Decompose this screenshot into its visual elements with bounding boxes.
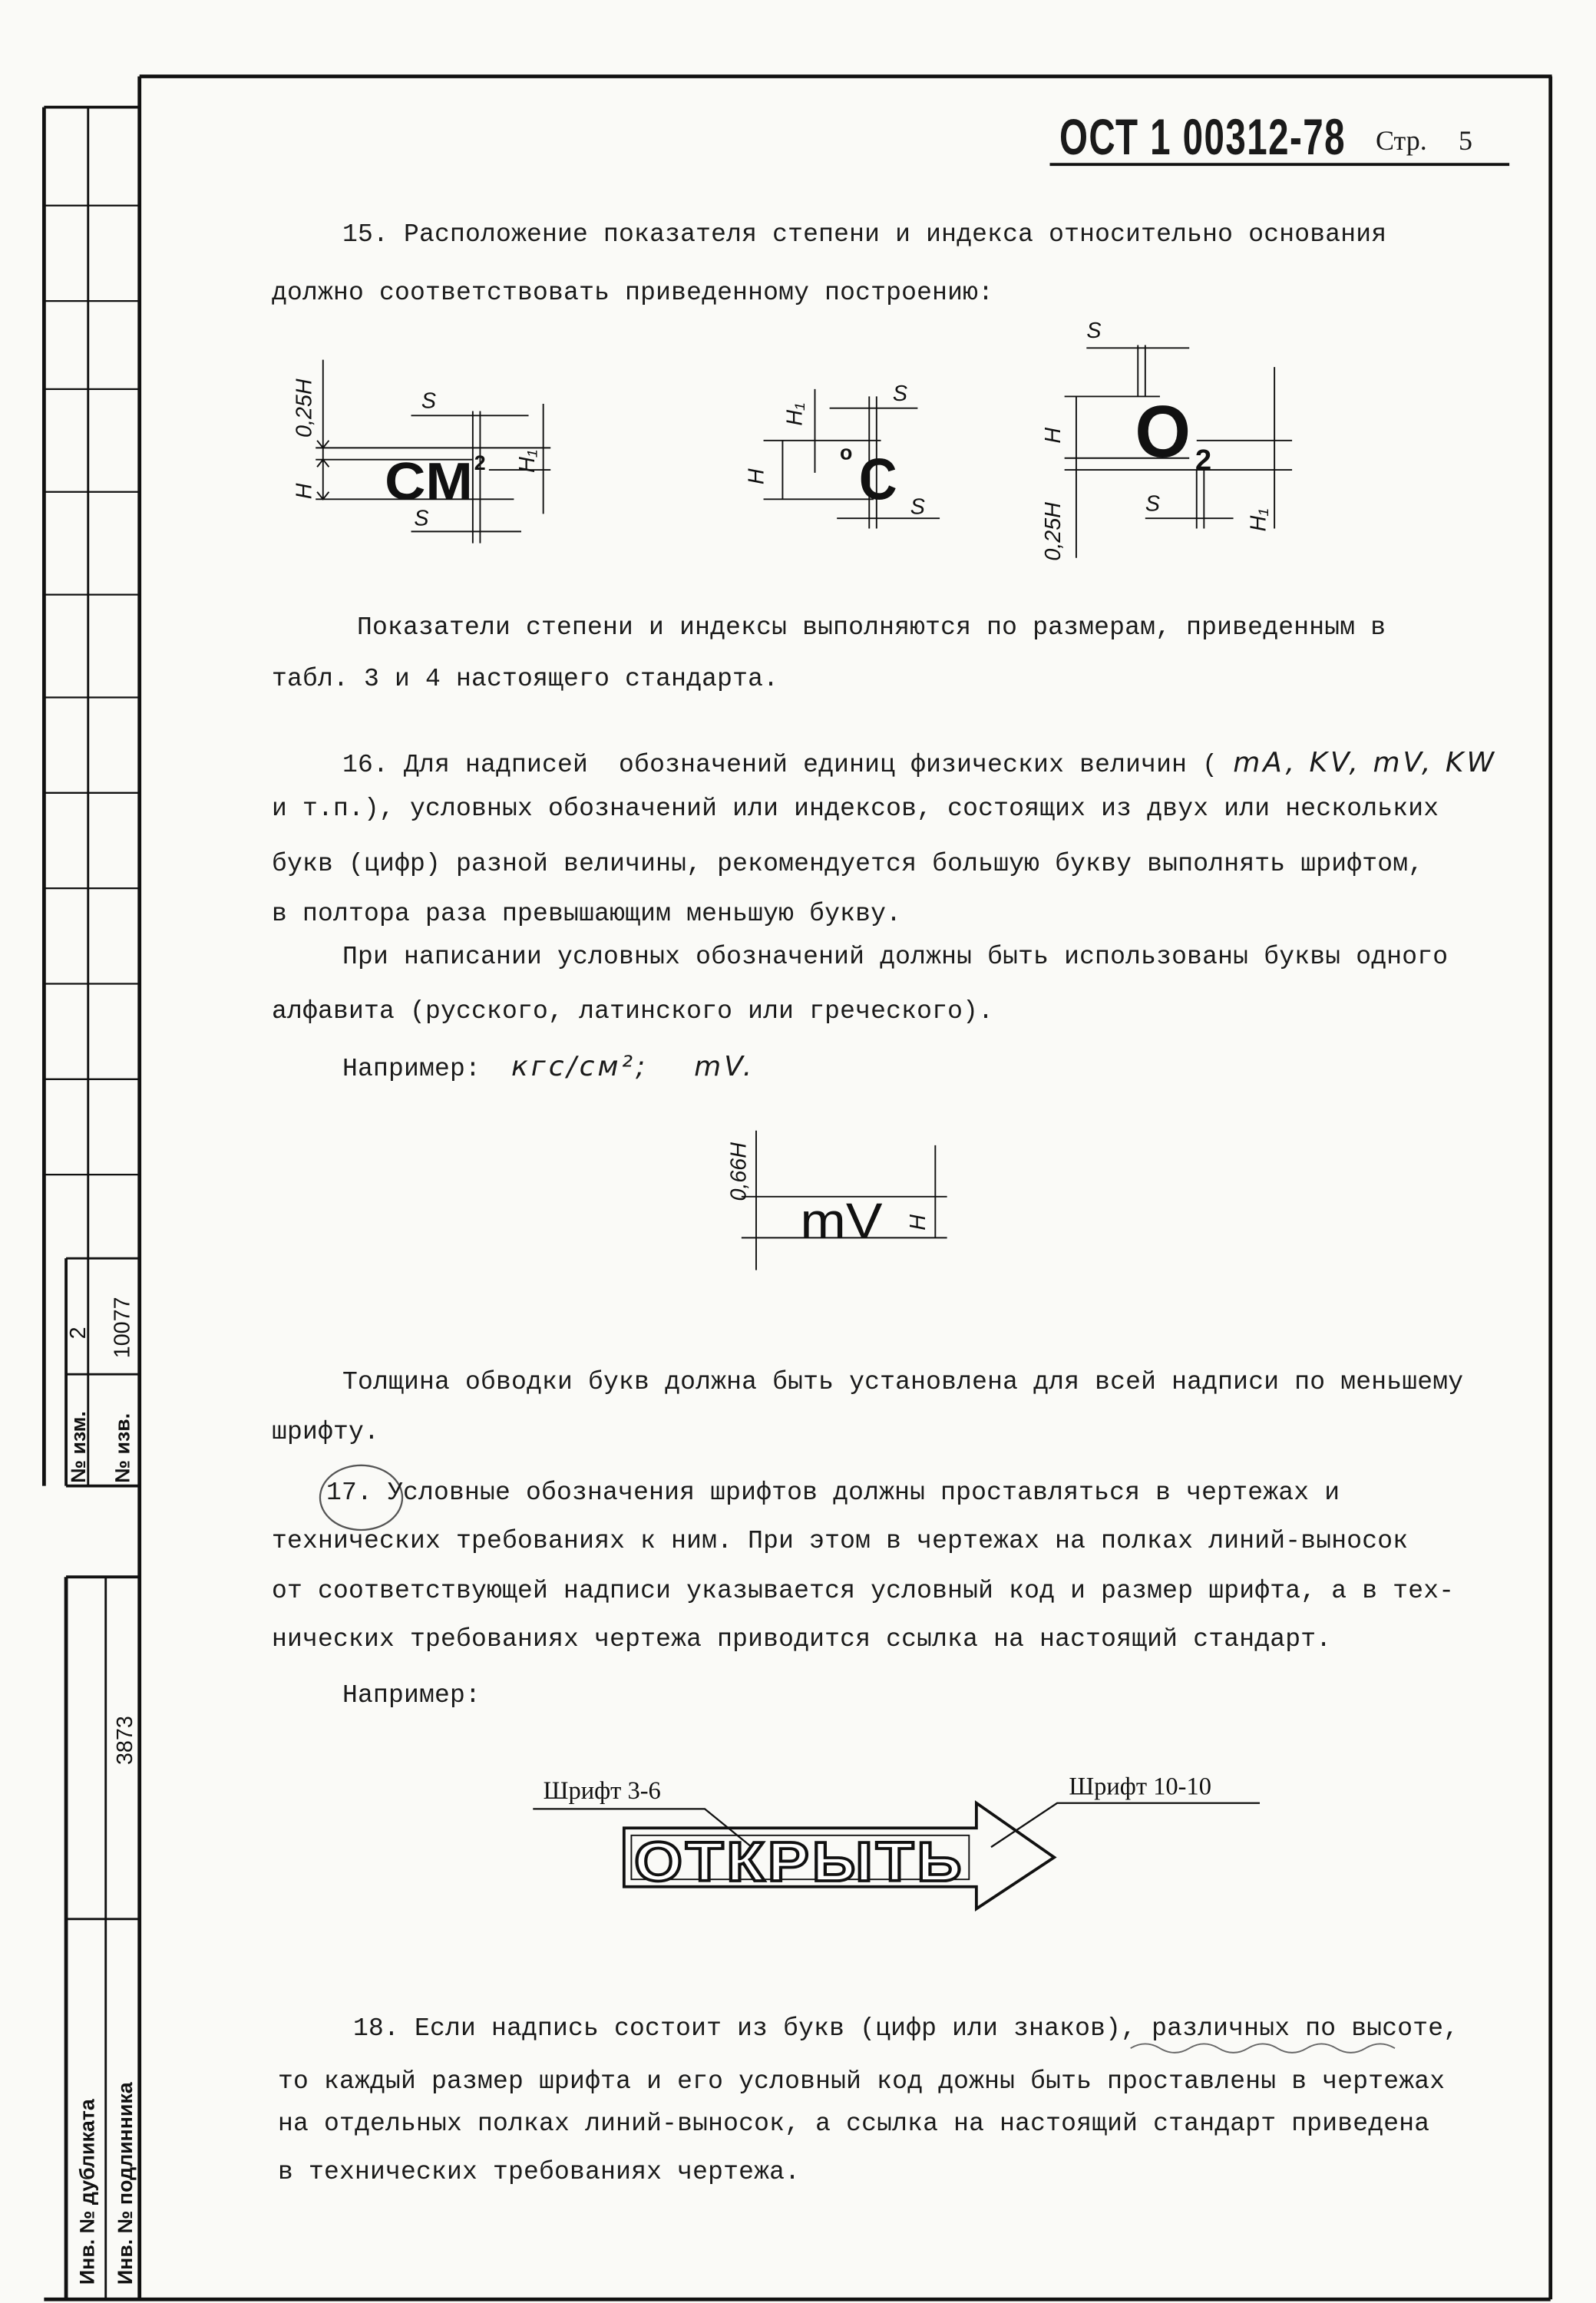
sample-base-o: O [1135,390,1191,473]
label-h: H [292,483,317,500]
paragraph-16-line [342,748,1497,781]
paragraph-16-line: в полтора раза превышающим меньшую букву. [272,900,902,928]
label-h1: H₁ [782,402,808,426]
inv-original-label: Инв. № подлинника [114,2082,137,2285]
paragraph-18-line: 18. Если надпись состоит из букв (цифр или знаков), различных по высоте, [353,2014,1459,2043]
sample-mv: mV [800,1192,884,1249]
page-number: 5 [1459,125,1472,156]
paragraph-16-line: букв (цифр) разной величины, рекомендуется большую букву выполнять шрифтом, [272,850,1424,878]
unit-examples: mA, KV, mV, KW [1233,747,1498,778]
notice-no-label: № изв. [111,1413,134,1483]
diagram-subscript-o2 [1041,319,1292,561]
label-025h: 0,25H [1040,502,1066,561]
sign-example [533,1773,1260,1908]
label-s: S [1086,318,1102,343]
inv-duplicate-label: Инв. № дубликата [75,2099,99,2285]
font-label-large: Шрифт 10-10 [1069,1773,1212,1801]
label-h1: H₁ [1246,508,1271,532]
document-code: ОСТ 1 00312-78 [1059,108,1346,165]
label-s: S [910,494,925,520]
change-no-value: 2 [65,1327,91,1340]
paragraph-17-line: технических требованиях к ним. При этом в чертежах на полках линий-выносок [272,1527,1409,1555]
paragraph-18-line: то каждый размер шрифта и его условный код дожны быть проставлены в чертежах [278,2067,1446,2096]
sample-subscript: 2 [1195,444,1212,477]
example-line [342,1052,755,1085]
sample-base-c: C [858,447,897,513]
handwritten-wavy-underline [1131,2044,1395,2052]
paragraph-17-line: нических требованиях чертежа приводится ссылка на настоящий стандарт. [272,1625,1332,1654]
sidebar-stamp [66,1297,137,2285]
sample-degree: о [840,441,853,464]
page-label: Стр. [1376,125,1427,156]
label-s: S [421,388,437,414]
paragraph-17-line: 17. Условные обозначения шрифтов должны проставляться в чертежах и [326,1479,1340,1507]
label-h: H [1040,427,1066,444]
paragraph-thickness-line: Толщина обводки букв должна быть установлена для всей надписи по меньшему [342,1368,1464,1396]
label-025h: 0,25H [292,378,317,438]
diagram-superscript-cm2 [292,360,550,544]
example-unit-mv: mV. [694,1051,755,1082]
paragraph-16b-line: алфавита (русского, латинского или греческого). [272,997,994,1026]
paragraph-18-line: в технических требованиях чертежа. [278,2158,801,2186]
diagram-mv [727,1131,947,1270]
label-h: H [744,468,769,485]
sample-superscript: 2 [474,451,486,475]
example-label: Например: [342,1055,481,1083]
diagram-degree-c [745,382,940,528]
paragraph-16-text: 16. Для надписей обозначений единиц физических величин ( [342,751,1218,779]
paragraph-16b-line: При написании условных обозначений должны быть использованы буквы одного [342,943,1449,971]
paragraph-15b-line: Показатели степени и индексы выполняются по размерам, приведенным в [357,613,1386,642]
example-unit-kgs: кгс/см²; [511,1051,649,1082]
example-label: Например: [342,1681,481,1710]
sample-base-cm: CM [385,451,473,511]
notice-no-value: 10077 [110,1297,135,1359]
paragraph-17-line: от соответствующей надписи указывается условный код и размер шрифта, а в тех- [272,1577,1455,1605]
change-no-label: № изм. [66,1411,90,1483]
paragraph-15-line: 15. Расположение показателя степени и индекса относительно основания [342,220,1387,249]
paragraph-15b-line: табл. 3 и 4 настоящего стандарта. [272,665,779,693]
font-label-small: Шрифт 3-6 [543,1777,661,1806]
paragraph-18-line: на отдельных полках линий-выносок, а ссылка на настоящий стандарт приведена [278,2110,1430,2138]
label-h1: H₁ [515,450,540,473]
inv-original-value: 3873 [113,1716,138,1766]
label-s: S [414,506,429,531]
sign-text: ОТКРЫТЬ [634,1831,965,1894]
paragraph-16-line: и т.п.), условных обозначений или индексов, состоящих из двух или нескольких [272,795,1439,823]
paragraph-15-line: должно соответствовать приведенному построению: [272,279,994,307]
paragraph-thickness-line: шрифту. [272,1418,380,1446]
label-s: S [892,382,907,407]
label-s: S [1145,491,1160,517]
label-066h: 0,66H [726,1142,752,1201]
label-h: H [905,1214,930,1231]
